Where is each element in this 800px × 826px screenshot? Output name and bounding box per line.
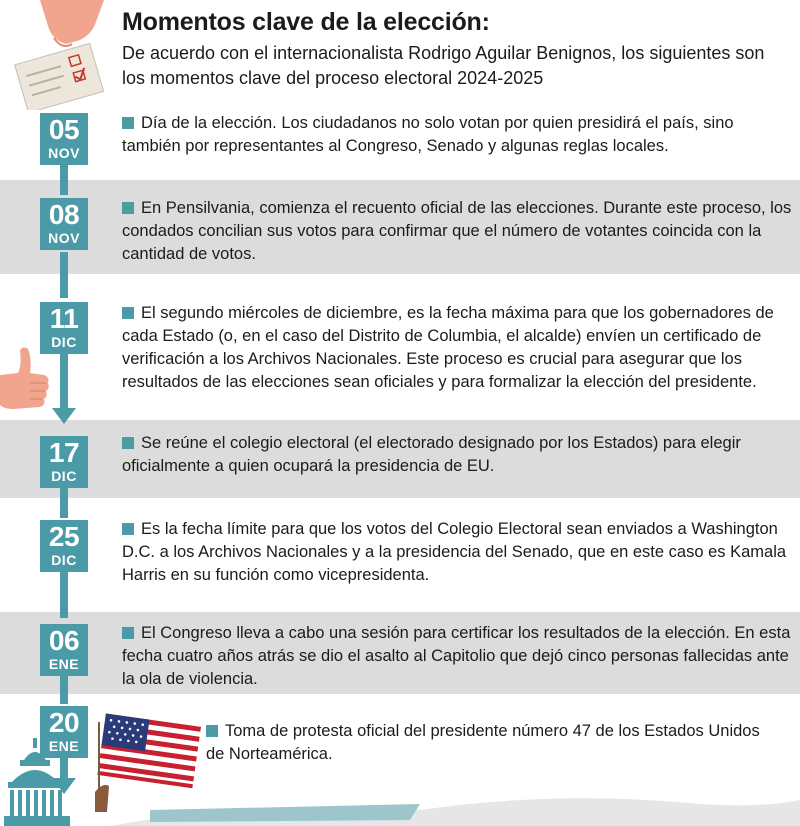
date-day: 08	[48, 199, 80, 230]
page-title: Momentos clave de la elección:	[122, 8, 490, 36]
timeline-line	[60, 165, 68, 195]
bullet-square-icon	[122, 117, 134, 129]
date-badge	[40, 113, 88, 165]
event-text: El segundo miércoles de diciembre, es la fecha máxima para que los gobernadores de cada Estado (o, en el caso del Distrito de Columbia, el alcalde) envíen un certificado de verificación a los Archivos Nacionales. Este proceso es crucial para asegurar que los resultados de las elecciones sean oficiales y para formalizar la elección del presidente.	[122, 304, 774, 391]
date-day: 05	[48, 114, 80, 145]
date-month: NOV	[48, 230, 80, 246]
date-month: DIC	[51, 468, 77, 484]
event-text: El Congreso lleva a cabo una sesión para certificar los resultados de la elección. En esta fecha cuatro años atrás se dio el asalto al Capitolio que dejó cinco personas fallecidas ante la ola de violencia.	[122, 624, 791, 688]
date-badge	[40, 520, 88, 572]
date-day: 20	[48, 707, 80, 738]
timeline-line	[60, 572, 68, 618]
thumbs-up-hand-icon	[0, 345, 52, 415]
date-badge	[40, 198, 88, 250]
bullet-square-icon	[122, 437, 134, 449]
date-badge	[40, 624, 88, 676]
date-month: DIC	[51, 552, 77, 568]
bullet-square-icon	[122, 202, 134, 214]
hand-holding-ballot-icon	[0, 0, 115, 110]
timeline-arrow-icon	[52, 408, 76, 424]
timeline-line	[60, 488, 68, 518]
event-text: Se reúne el colegio electoral (el electorado designado por los Estados) para elegir oficialmente a quien ocupará la presidencia de EU.	[122, 434, 741, 475]
date-day: 11	[49, 303, 79, 334]
event-text: Toma de protesta oficial del presidente número 47 de los Estados Unidos de Norteamérica.	[206, 722, 760, 763]
bullet-square-icon	[122, 523, 134, 535]
page-subtitle: De acuerdo con el internacionalista Rodrigo Aguilar Benignos, los siguientes son los momentos clave del proceso electoral 2024-2025	[122, 43, 765, 88]
date-day: 25	[48, 521, 80, 552]
event-text: Es la fecha límite para que los votos del Colegio Electoral sean enviados a Washington D.C. a los Archivos Nacionales y a la presidencia del Senado, que en este caso es Kamala Harris en su función como vicepresidenta.	[122, 520, 787, 584]
date-month: ENE	[48, 738, 80, 754]
date-month: DIC	[51, 334, 77, 350]
timeline-line	[60, 354, 68, 410]
event-text: Día de la elección. Los ciudadanos no solo votan por quien presidirá el país, sino también por representantes al Congreso, Senado y algunas reglas locales.	[122, 114, 734, 155]
event-text: En Pensilvania, comienza el recuento oficial de las elecciones. Durante este proceso, los condados concilian sus votos para confirmar que el número de votantes coincida con la cantidad de votos.	[122, 199, 792, 263]
date-day: 06	[48, 625, 80, 656]
timeline-line	[60, 676, 68, 704]
bullet-square-icon	[122, 307, 134, 319]
date-month: NOV	[48, 145, 80, 161]
bullet-square-icon	[122, 627, 134, 639]
capitol-dome-icon	[0, 738, 72, 826]
timeline-line	[60, 252, 68, 298]
date-badge	[40, 436, 88, 488]
date-month: ENE	[48, 656, 80, 672]
us-flag-icon	[95, 712, 205, 812]
date-day: 17	[48, 437, 80, 468]
bullet-square-icon	[206, 725, 218, 737]
